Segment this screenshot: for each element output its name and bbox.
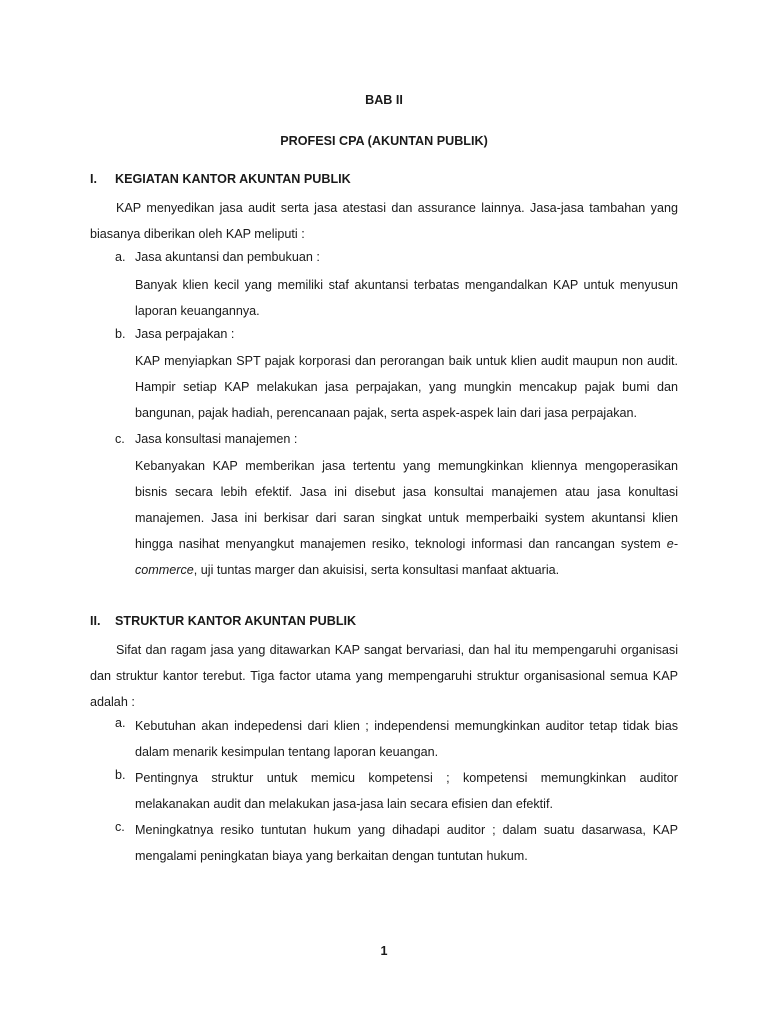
paragraph-line: biasanya diberikan oleh KAP meliputi : — [90, 227, 305, 241]
paragraph-line: laporan keuangannya. — [135, 304, 260, 318]
list-marker: a. — [115, 716, 126, 730]
list-marker: c. — [115, 820, 125, 834]
paragraph-line: adalah : — [90, 695, 135, 709]
list-marker: a. — [115, 250, 126, 264]
paragraph-line: bangunan, pajak hadiah, perencanaan pajak, serta aspek-aspek lain dari jasa perpajakan. — [135, 406, 638, 420]
paragraph-line: Sifat dan ragam jasa yang ditawarkan KAP sangat bervariasi, dan hal itu mempengaruhi organisasi — [116, 643, 678, 657]
section1-intro — [90, 195, 678, 247]
list-item-body — [135, 348, 678, 426]
line-text: , uji tuntas marger dan akuisisi, serta konsultasi manfaat aktuaria. — [193, 563, 560, 577]
paragraph-line — [135, 531, 678, 557]
paragraph-line: Banyak klien kecil yang memiliki staf akuntansi terbatas mengandalkan KAP untuk menyusun — [135, 278, 678, 292]
paragraph-line: melakanakan audit dan melakukan jasa-jasa lain secara efisien dan efektif. — [135, 797, 553, 811]
page-title: PROFESI CPA (AKUNTAN PUBLIK) — [280, 134, 488, 148]
paragraph-line: KAP menyiapkan SPT pajak korporasi dan perorangan baik untuk klien audit maupun non audit. — [135, 354, 678, 368]
page-number: 1 — [380, 944, 388, 958]
section2-heading: STRUKTUR KANTOR AKUNTAN PUBLIK — [115, 614, 357, 628]
italic-text: e- — [666, 537, 678, 551]
list-item-body — [135, 817, 678, 869]
paragraph-line: KAP menyedikan jasa audit serta jasa atestasi dan assurance lainnya. Jasa-jasa tambahan yang — [116, 201, 678, 215]
list-item-title: Jasa akuntansi dan pembukuan : — [135, 250, 320, 264]
list-marker: b. — [115, 327, 126, 341]
list-item-body — [135, 713, 678, 765]
section1-number: I. — [90, 172, 97, 186]
paragraph-line: dalam menarik kesimpulan tentang laporan keuangan. — [135, 745, 439, 759]
list-marker: c. — [115, 432, 125, 446]
list-marker: b. — [115, 768, 126, 782]
chapter-label: BAB II — [365, 93, 403, 107]
paragraph-line: manajemen. Jasa ini berkisar dari saran singkat untuk memperbaiki system akuntansi klien — [135, 511, 678, 525]
list-item-title: Jasa perpajakan : — [135, 327, 235, 341]
paragraph-line: Meningkatnya resiko tuntutan hukum yang dihadapi auditor ; dalam suatu dasarwasa, KAP — [135, 823, 678, 837]
section2-number: II. — [90, 614, 101, 628]
list-item-title: Jasa konsultasi manajemen : — [135, 432, 298, 446]
paragraph-line: Hampir setiap KAP melakukan jasa perpajakan, yang mungkin mencakup pajak bumi dan — [135, 380, 678, 394]
section2-intro — [90, 637, 678, 715]
paragraph-line: Kebanyakan KAP memberikan jasa tertentu yang memungkinkan kliennya mengoperasikan — [135, 459, 678, 473]
paragraph-line — [135, 557, 678, 583]
list-item-body — [135, 272, 678, 324]
paragraph-line: Pentingnya struktur untuk memicu kompetensi ; kompetensi memungkinkan auditor — [135, 771, 678, 785]
line-text: hingga nasihat menyangkut manajemen resiko, teknologi informasi dan rancangan system — [135, 537, 661, 551]
paragraph-line: dan struktur kantor terebut. Tiga factor utama yang mempengaruhi struktur organisasional semua KAP — [90, 669, 678, 683]
paragraph-line: Kebutuhan akan indepedensi dari klien ; independensi memungkinkan auditor tetap tidak bias — [135, 719, 678, 733]
list-item-body — [135, 765, 678, 817]
paragraph-line: bisnis secara lebih efektif. Jasa ini disebut jasa konsultai manajemen atau jasa konultasi — [135, 485, 678, 499]
italic-text: commerce — [135, 563, 194, 577]
list-item-body — [135, 453, 678, 583]
section1-heading: KEGIATAN KANTOR AKUNTAN PUBLIK — [115, 172, 351, 186]
paragraph-line: mengalami peningkatan biaya yang berkaitan dengan tuntutan hukum. — [135, 849, 528, 863]
